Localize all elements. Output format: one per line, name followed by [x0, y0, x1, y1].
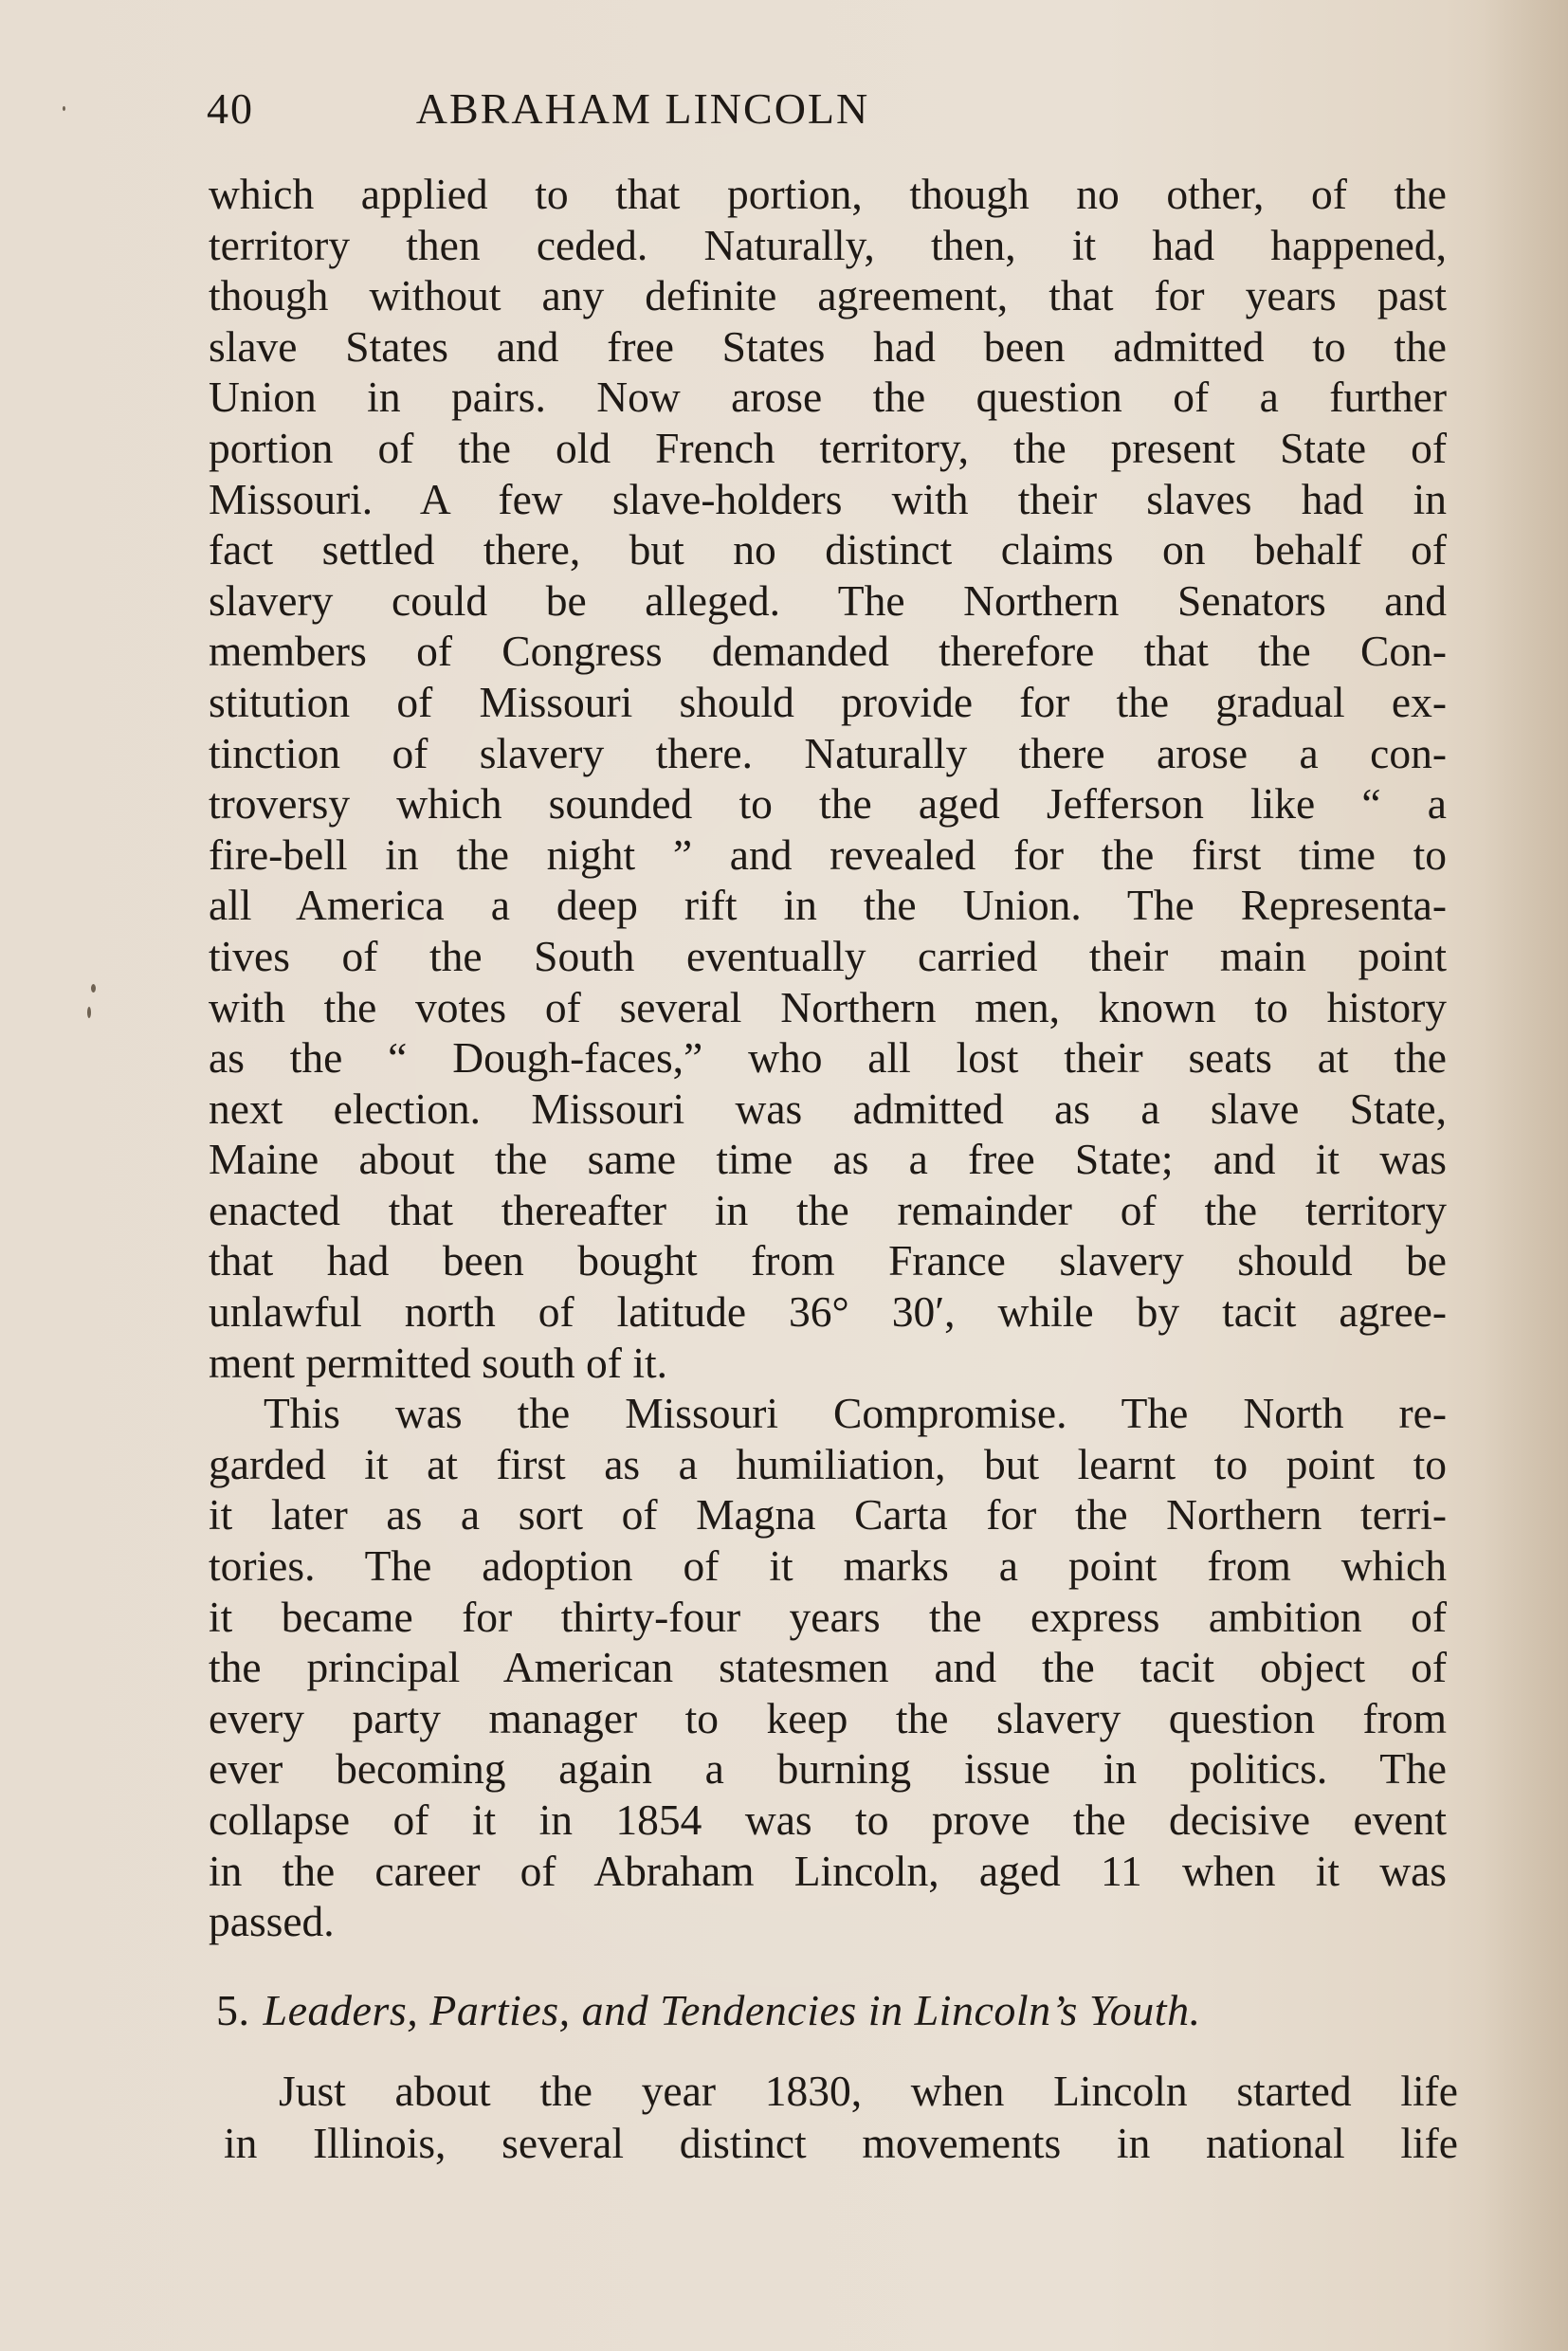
text-line: Maine about the same time as a free State; and it was	[209, 1135, 1447, 1184]
text-line: Missouri. A few slave-holders with their slaves had in	[209, 474, 1447, 523]
section-number: 5.	[216, 1986, 250, 2034]
text-line: as the “ Dough-faces,” who all lost their seats at the	[209, 1033, 1447, 1083]
text-line: stitution of Missouri should provide for the gradual ex-	[209, 677, 1447, 726]
text-line: troversy which sounded to the aged Jefferson like “ a	[209, 779, 1447, 829]
section-title: Leaders, Parties, and Tendencies in Lincoln’s Youth.	[263, 1986, 1201, 2034]
text-line: ment permitted south of it.	[209, 1338, 667, 1387]
paragraph-missouri-compromise	[209, 1388, 1447, 1947]
text-line: with the votes of several Northern men, known to history	[209, 982, 1447, 1031]
text-line: the principal American statesmen and the tacit object of	[209, 1643, 1447, 1692]
text-line: members of Congress demanded therefore that the Con-	[209, 627, 1447, 676]
text-line: in the career of Abraham Lincoln, aged 11 when it was	[209, 1846, 1447, 1895]
page-edge-shadow	[1483, 0, 1568, 2351]
text-line: This was the Missouri Compromise. The North re-	[264, 1389, 1447, 1438]
text-line: territory then ceded. Naturally, then, it had happened,	[209, 220, 1447, 269]
text-line: ever becoming again a burning issue in politics. The	[209, 1744, 1447, 1794]
text-line: that had been bought from France slavery should be	[209, 1236, 1447, 1285]
text-line: though without any definite agreement, that for years past	[209, 271, 1447, 320]
paper-speck	[91, 984, 96, 993]
text-line: unlawful north of latitude 36° 30′, while by tacit agree-	[209, 1287, 1447, 1337]
text-line: all America a deep rift in the Union. The Representa-	[209, 881, 1447, 930]
paragraph-continued	[209, 169, 1447, 1388]
text-line: portion of the old French territory, the present State of	[209, 423, 1447, 472]
text-line: Union in pairs. Now arose the question of a further	[209, 373, 1447, 422]
main-text	[209, 169, 1447, 1947]
text-line: tives of the South eventually carried their main point	[209, 931, 1447, 980]
text-line: next election. Missouri was admitted as a slave State,	[209, 1084, 1447, 1133]
paper-speck	[63, 106, 65, 111]
running-title: ABRAHAM LINCOLN	[415, 84, 870, 133]
text-line: fact settled there, but no distinct claims on behalf of	[209, 525, 1447, 574]
running-head	[207, 83, 1079, 140]
text-line: enacted that thereafter in the remainder of the territory	[209, 1185, 1447, 1234]
section-heading	[216, 1985, 1454, 2035]
text-line: tories. The adoption of it marks a point from which	[209, 1541, 1447, 1591]
text-line: tinction of slavery there. Naturally there arose a con-	[209, 728, 1447, 777]
text-line: which applied to that portion, though no other, of the	[209, 170, 1447, 218]
text-line: fire-bell in the night ” and revealed for the first time to	[209, 829, 1447, 879]
text-line: every party manager to keep the slavery question from	[209, 1693, 1447, 1742]
text-line: it became for thirty-four years the express ambition of	[209, 1592, 1447, 1641]
page-number: 40	[207, 84, 254, 133]
text-line: slavery could be alleged. The Northern Senators and	[209, 575, 1447, 625]
text-line: collapse of it in 1854 was to prove the decisive event	[209, 1795, 1447, 1844]
paragraph-section-start	[224, 2065, 1458, 2169]
text-line: Just about the year 1830, when Lincoln started life	[279, 2067, 1458, 2115]
text-line: in Illinois, several distinct movements in national life	[224, 2119, 1458, 2167]
text-line: it later as a sort of Magna Carta for the Northern terri-	[209, 1490, 1447, 1540]
paper-speck	[87, 1007, 91, 1018]
text-line: slave States and free States had been admitted to the	[209, 321, 1447, 371]
text-line: garded it at first as a humiliation, but learnt to point to	[209, 1439, 1447, 1488]
text-line: passed.	[209, 1897, 335, 1946]
